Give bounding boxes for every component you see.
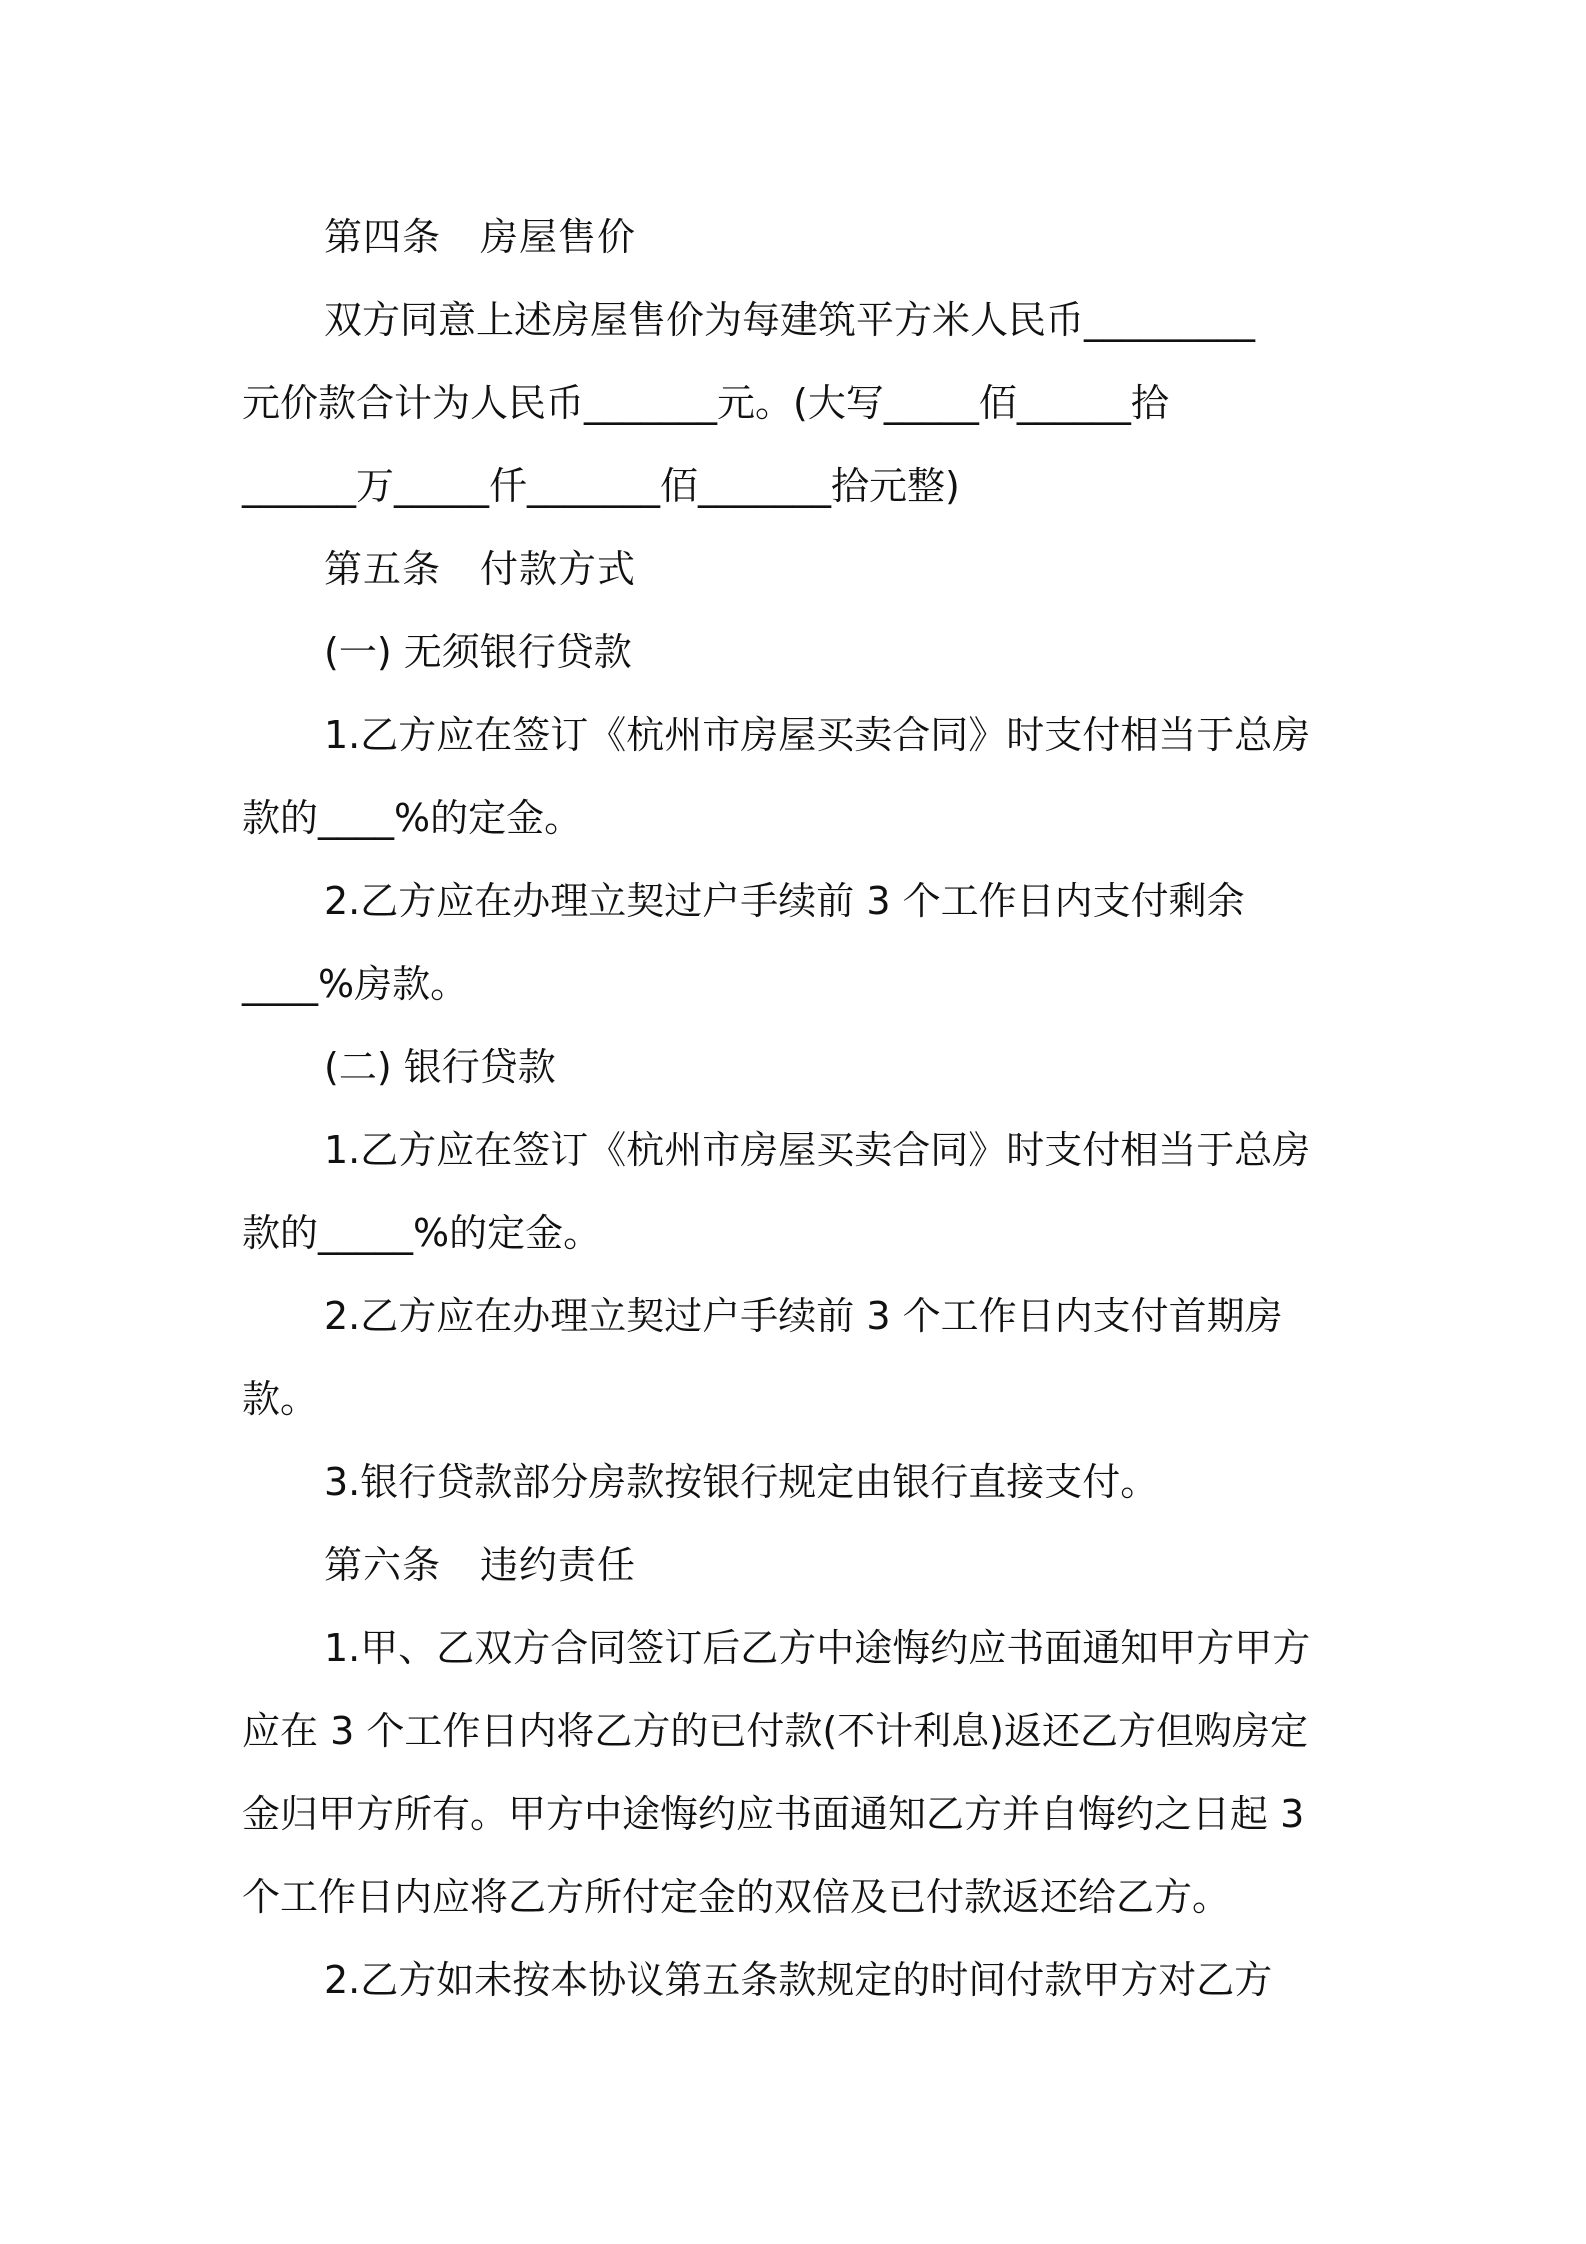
paragraph-line: 1.甲、乙双方合同签订后乙方中途悔约应书面通知甲方甲方 bbox=[324, 1626, 1311, 1670]
paragraph-line: 3.银行贷款部分房款按银行规定由银行直接支付。 bbox=[324, 1460, 1159, 1504]
paragraph-line: 2.乙方应在办理立契过户手续前 3 个工作日内支付首期房 bbox=[324, 1294, 1283, 1338]
subsection-heading: (二) 银行贷款 bbox=[324, 1045, 556, 1089]
subsection-heading: (一) 无须银行贷款 bbox=[324, 630, 632, 674]
paragraph-line: 2.乙方如未按本协议第五条款规定的时间付款甲方对乙方 bbox=[324, 1958, 1273, 2002]
article-4-heading: 第四条 房屋售价 bbox=[324, 215, 637, 259]
article-6-heading: 第六条 违约责任 bbox=[324, 1543, 637, 1587]
paragraph-line: 款的____%的定金。 bbox=[242, 796, 583, 840]
paragraph-line: 款的_____%的定金。 bbox=[242, 1211, 602, 1255]
paragraph-line: 款。 bbox=[242, 1377, 319, 1421]
paragraph-line: 2.乙方应在办理立契过户手续前 3 个工作日内支付剩余 bbox=[324, 879, 1245, 923]
article-5-heading: 第五条 付款方式 bbox=[324, 547, 637, 591]
document-body bbox=[242, 196, 1352, 2022]
paragraph-line: ______万_____仟_______佰_______拾元整) bbox=[242, 464, 960, 508]
paragraph-line: 1.乙方应在签订《杭州市房屋买卖合同》时支付相当于总房 bbox=[324, 713, 1311, 757]
paragraph-line: 双方同意上述房屋售价为每建筑平方米人民币_________ bbox=[324, 298, 1256, 342]
paragraph-line: 应在 3 个工作日内将乙方的已付款(不计利息)返还乙方但购房定 bbox=[242, 1709, 1308, 1753]
paragraph-line: ____%房款。 bbox=[242, 962, 469, 1006]
paragraph-line: 元价款合计为人民币_______元。(大写_____佰______拾 bbox=[242, 381, 1169, 425]
paragraph-line: 金归甲方所有。甲方中途悔约应书面通知乙方并自悔约之日起 3 bbox=[242, 1792, 1305, 1836]
paragraph-line: 个工作日内应将乙方所付定金的双倍及已付款返还给乙方。 bbox=[242, 1875, 1231, 1919]
paragraph-line: 1.乙方应在签订《杭州市房屋买卖合同》时支付相当于总房 bbox=[324, 1128, 1311, 1172]
